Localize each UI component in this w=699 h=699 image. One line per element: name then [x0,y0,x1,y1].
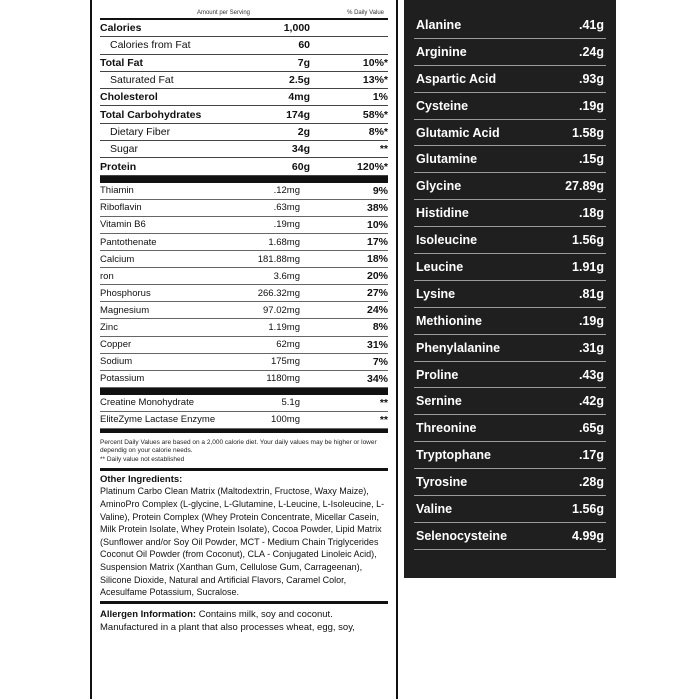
macro-label: Total Fat [100,56,143,69]
macro-amount: 7g [297,56,310,69]
macro-label: Protein [100,160,137,173]
macro-row [100,72,388,89]
macro-row [100,37,388,54]
footnote [100,433,388,472]
amino-acid-row [414,308,606,335]
macro-label: Saturated Fat [110,74,174,87]
amino-acid-value: .28g [578,475,604,490]
vitamin-amount: 62mg [276,339,300,351]
amino-acid-name: Aspartic Acid [416,71,497,86]
vitamin-label: Copper [100,339,132,351]
footnote-daily-values: Percent Daily Values are based on a 2,000 calorie diet. Your daily values may be higher or lower dependig on your calorie needs. [100,438,377,455]
amino-acid-name: Tyrosine [416,475,468,490]
macro-label: Calories [100,22,142,35]
vitamin-amount: 181.88mg [257,253,300,265]
extra-amount: 100mg [270,414,300,426]
amino-acid-row [414,227,606,254]
vitamin-label: Calcium [100,253,135,265]
amino-acid-name: Valine [416,501,453,516]
macro-row [100,20,388,37]
amino-acid-name: Alanine [416,17,462,32]
amino-acid-value: .81g [578,286,604,301]
allergen-title: Allergen Information: [100,608,197,620]
column-header [100,0,388,20]
daily-value-header: % Daily Value [347,10,384,16]
macro-amount: 4mg [288,91,310,104]
vitamin-daily-value: 31% [366,338,388,351]
section-divider [100,388,388,395]
vitamin-daily-value: 27% [366,287,388,300]
vitamin-row [100,354,388,371]
vitamins-section [100,183,388,388]
vitamin-row [100,217,388,234]
macro-row [100,106,388,123]
vitamin-row [100,251,388,268]
amino-acid-list [414,12,606,550]
amino-acid-name: Selenocysteine [416,528,508,543]
amino-acid-name: Tryptophane [416,448,492,463]
vitamin-daily-value: 9% [372,184,388,197]
vitamin-label: Sodium [100,356,133,368]
amino-acid-value: .41g [578,17,604,32]
vitamin-row [100,302,388,319]
vitamin-row [100,200,388,217]
amino-acid-value: 1.58g [572,125,604,140]
amino-acid-name: Glutamine [416,152,478,167]
vitamin-label: Potassium [100,373,145,385]
vitamin-row [100,183,388,200]
extra-daily-value: ** [379,396,388,409]
amino-acid-name: Leucine [416,259,464,274]
vitamin-amount: 266.32mg [257,287,300,299]
amino-acid-row [414,335,606,362]
macro-row [100,141,388,158]
amino-acid-name: Methionine [416,313,482,328]
amino-acid-name: Threonine [416,421,477,436]
amino-acid-value: .65g [578,421,604,436]
amino-acid-name: Proline [416,367,459,382]
extra-row [100,395,388,412]
vitamin-row [100,337,388,354]
footnote-not-established: ** Daily value not established [100,455,185,463]
vitamin-amount: 1.19mg [268,321,300,333]
amino-acid-value: .17g [578,448,604,463]
vitamin-row [100,371,388,388]
amino-acid-value: 1.56g [572,233,604,248]
amino-acid-name: Phenylalanine [416,340,501,355]
extra-label: Creatine Monohydrate [100,397,194,409]
vitamin-label: Phosphorus [100,287,151,299]
amount-per-serving-header: Amount per Serving [196,10,250,16]
amino-acid-name: Isoleucine [416,233,478,248]
vitamin-daily-value: 10% [366,218,388,231]
vitamin-amount: .19mg [273,219,300,231]
amino-acid-row [414,442,606,469]
macro-daily-value: 58%* [362,108,388,121]
macro-amount: 1,000 [283,22,310,35]
macro-amount: 2.5g [288,74,310,87]
vitamin-label: Thiamin [100,185,134,197]
section-divider [100,176,388,183]
amino-acid-value: .19g [578,98,604,113]
macros-section [100,20,388,176]
amino-acid-name: Sernine [416,394,462,409]
macro-label: Sugar [110,143,139,156]
macro-amount: 60 [298,39,310,52]
amino-acid-value: 27.89g [565,179,604,194]
extra-row [100,412,388,429]
macro-daily-value: ** [379,143,388,156]
amino-acid-value: 4.99g [572,528,604,543]
amino-acid-row [414,93,606,120]
vitamin-daily-value: 24% [366,304,388,317]
macro-amount: 174g [286,108,310,121]
vitamin-amount: .12mg [273,185,300,197]
vitamin-daily-value: 18% [366,253,388,266]
vitamin-label: Pantothenate [100,236,157,248]
amino-acid-row [414,469,606,496]
amino-acid-row [414,496,606,523]
vitamin-label: Riboflavin [100,202,142,214]
macro-amount: 34g [291,143,310,156]
extra-amount: 5.1g [281,397,300,409]
amino-acid-row [414,39,606,66]
amino-acid-name: Lysine [416,286,456,301]
ingredients-title: Other Ingredients: [100,474,183,486]
macro-daily-value: 13%* [362,74,388,87]
vitamin-amount: 175mg [270,356,300,368]
vitamin-daily-value: 34% [366,372,388,385]
allergen-info [100,604,388,634]
vitamin-daily-value: 8% [372,321,388,334]
ingredients-text: Platinum Carbo Clean Matrix (Maltodextrin, Fructose, Waxy Maize), AminoPro Complex (L-glycine, L-Glutamine, L-Leucine, L-Isoleucine, L-Valine), Protein Complex (Whey Protein Concentrate, Micellar Casein, Milk Protein Isolate, Whey Protein Isolate), Cocoa Powder, Lipid Matrix (Sunflower and/or Soy Oil Powder, MCT - Medium Chain Triglycerides Coconut Oil Powder (from Coconut), CLA - Conjugated Linoleic Acid), Suspension Matrix (Xanthan Gum, Cellulose Gum, Carrageenan), Silicone Dioxide, Natural and Artificial Flavors, Caramel Color, Acesulfame Potassium, Sucralose. [100,485,388,603]
amino-acid-value: .18g [578,206,604,221]
macro-daily-value: 8%* [368,125,388,138]
macro-row [100,55,388,72]
extras-section [100,395,388,429]
macro-amount: 2g [297,125,310,138]
amino-acid-row [414,12,606,39]
extra-label: EliteZyme Lactase Enzyme [100,414,216,426]
vitamin-amount: 1180mg [266,373,300,385]
macro-daily-value: 10%* [362,56,388,69]
amino-acid-name: Cysteine [416,98,469,113]
amino-acid-value: .93g [578,71,604,86]
macro-row [100,124,388,141]
macro-daily-value: 1% [372,91,388,104]
amino-acid-panel [404,0,616,578]
amino-acid-name: Histidine [416,206,469,221]
vitamin-label: Zinc [100,321,118,333]
amino-acid-value: .15g [578,152,604,167]
vitamin-daily-value: 38% [366,201,388,214]
macro-label: Cholesterol [100,91,158,104]
vitamin-label: Vitamin B6 [100,219,146,231]
amino-acid-row [414,388,606,415]
macro-label: Dietary Fiber [110,125,171,138]
amino-acid-name: Arginine [416,44,467,59]
vitamin-row [100,285,388,302]
vitamin-amount: 97.02mg [263,304,300,316]
amino-acid-row [414,66,606,93]
amino-acid-row [414,120,606,147]
amino-acid-value: .19g [578,313,604,328]
amino-acid-row [414,146,606,173]
amino-acid-value: .24g [578,44,604,59]
macro-amount: 60g [291,160,310,173]
vitamin-daily-value: 17% [366,236,388,248]
amino-acid-value: .43g [578,367,604,382]
amino-acid-value: 1.91g [572,259,604,274]
nutrition-facts-panel [90,0,398,699]
macro-daily-value: 120%* [357,160,388,173]
amino-acid-row [414,200,606,227]
vitamin-amount: .63mg [273,202,300,214]
amino-acid-row [414,415,606,442]
extra-daily-value: ** [379,413,388,426]
amino-acid-row [414,254,606,281]
vitamin-amount: 3.6mg [273,270,300,282]
macro-label: Total Carbohydrates [100,108,202,121]
macro-label: Calories from Fat [110,39,191,52]
amino-acid-name: Glycine [416,179,462,194]
vitamin-label: ron [100,270,114,282]
amino-acid-value: .42g [578,394,604,409]
vitamin-daily-value: 20% [366,270,388,283]
amino-acid-row [414,362,606,389]
amino-acid-row [414,281,606,308]
macro-row [100,158,388,175]
vitamin-row [100,319,388,336]
vitamin-row [100,268,388,285]
vitamin-label: Magnesium [100,304,150,316]
amino-acid-value: 1.56g [572,501,604,516]
vitamin-row [100,234,388,251]
allergen-text: Contains milk, soy and coconut. Manufactured in a plant that also processes wheat, egg, soy, [100,608,355,633]
vitamin-amount: 1.68mg [268,236,300,248]
macro-row [100,89,388,106]
amino-acid-row [414,173,606,200]
amino-acid-value: .31g [578,340,604,355]
amino-acid-name: Glutamic Acid [416,125,500,140]
amino-acid-row [414,523,606,550]
vitamin-daily-value: 7% [372,355,388,368]
